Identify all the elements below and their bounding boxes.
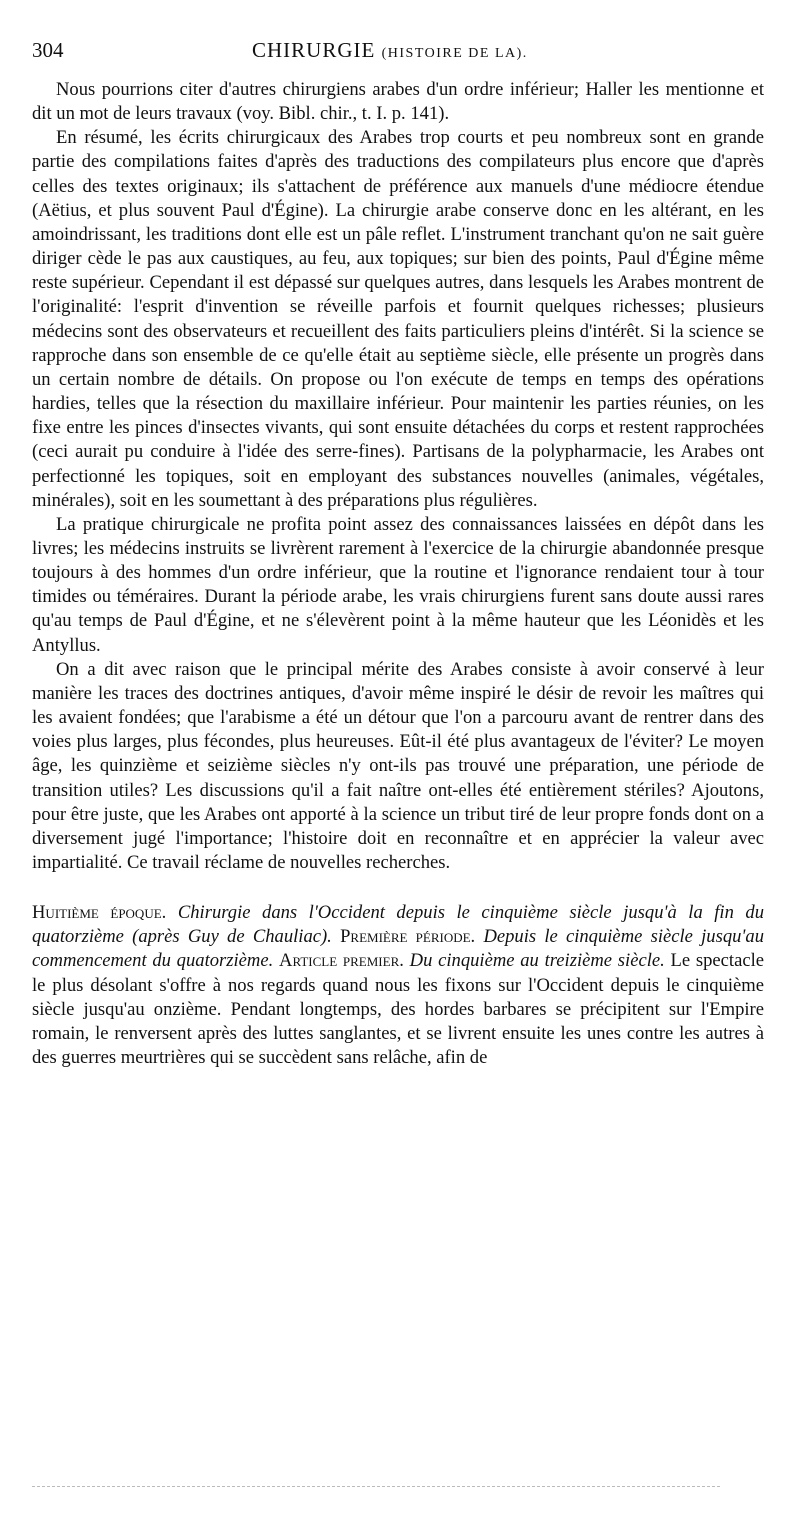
paragraph-4: On a dit avec raison que le principal mérite des Arabes consiste à avoir conservé à leur manière les traces des doctrines antiques, d'avoir même inspiré le désir de revoir les maîtres qui les avaient fondées; que l'arabisme a été un détour que l'on a parcouru avant de rentrer dans des voies plus larges, plus fécondes, plus heureuses. Eût-il été plus avantageux de l'éviter? Le moyen âge, les quinzième et seizième siècles n'y ont-ils pas trouvé une préparation, une période de transition utiles? Les discussions qu'il a fait naître ont-elles été entièrement stériles? Ajoutons, pour être juste, que les Arabes ont apporté à la science un tribut tiré de leur propre fonds dont on a diversement jugé l'importance; l'histoire doit en reconnaître et en apprécier la valeur avec impartialité. Ce travail réclame de nouvelles recherches.	[32, 658, 764, 873]
periode-label: Première période.	[340, 926, 476, 948]
epoque-body: Le spectacle le plus désolant s'offre à nos regards quand nous les fixons sur l'Occident depuis le cinquième siècle jusqu'au onzième. Pendant longtemps, des hordes barbares se précipitent sur l'Empire romain, le renversent après des luttes sanglantes, et se livrent ensuite les unes contre les autres à des guerres meurtrières qui se succèdent sans relâche, afin de	[32, 950, 765, 1069]
periode-title: Depuis le cinquième siècle jusqu'au commencement du quatorzième.	[32, 926, 764, 972]
article-title: Du cinquième au treizième siècle.	[409, 950, 665, 972]
running-title	[252, 38, 528, 63]
paragraph-2: En résumé, les écrits chirurgicaux des Arabes trop courts et peu nombreux sont en grande partie des compilations faites d'après des traductions des compilateurs plus encore que d'après celles des textes originaux; ils s'attachent de préférence aux manuels d'une médiocre étendue (Aëtius, et plus souvent Paul d'Égine). La chirurgie arabe conserve donc en les altérant, en les amoindrissant, les traditions dont elle est un pâle reflet. L'instrument tranchant qu'on ne sait guère diriger cède le pas aux caustiques, au feu, aux topiques; sur bien des points, Paul d'Égine même reste supérieur. Cependant il est dépassé sur quelques autres, dans lesquels les Arabes montrent de l'originalité: l'esprit d'invention se réveille parfois et fournit quelques richesses; plusieurs médecins sont des observateurs et recueillent des faits particuliers pleins d'intérêt. Si la science se rapproche dans son ensemble de ce qu'elle était au septième siècle, elle présente un progrès dans un certain nombre de détails. On propose ou l'on exécute de temps en temps des opérations hardies, telles que la résection du maxillaire inférieur. Pour maintenir les parties réunies, on les fixe entre les pinces d'insectes vivants, qui sont ensuite détachées du corps et restent rapprochées (ceci aurait pu conduire à l'idée des serre-fines). Partisans de la polypharmacie, les Arabes ont perfectionné les topiques, soit en employant des substances nouvelles (animales, végétales, minérales), soit en les soumettant à des préparations plus régulières.	[32, 127, 764, 511]
page-header	[32, 38, 764, 72]
section-gap	[32, 875, 764, 901]
article-label: Article premier.	[279, 950, 404, 972]
epoque-label: Huitième époque.	[32, 902, 167, 924]
running-title-sub: (HISTOIRE DE LA).	[381, 46, 528, 61]
page-number: 304	[32, 38, 64, 62]
epoque-title: Chirurgie dans l'Occident depuis le cinquième siècle jusqu'à la fin du quatorzième (après Guy de Chauliac).	[32, 902, 765, 948]
paragraph-3: La pratique chirurgicale ne profita point assez des connaissances laissées en dépôt dans les livres; les médecins instruits se livrèrent rarement à l'exercice de la chirurgie abandonnée presque toujours à des hommes d'un ordre inférieur, que la routine et l'ignorance rendaient tour à tour timides ou téméraires. Durant la période arabe, les vrais chirurgiens furent sans doute aussi rares qu'au temps de Paul d'Égine, et ne s'élevèrent point à la même hauteur que les Léonidès et les Antyllus.	[32, 513, 764, 656]
running-title-main: CHIRURGIE	[252, 38, 376, 62]
paragraph-1: Nous pourrions citer d'autres chirurgiens arabes d'un ordre inférieur; Haller les mentionne et dit un mot de leurs travaux (voy. Bibl. chir., t. I. p. 141).	[32, 79, 764, 125]
epoque-section	[32, 901, 764, 1070]
footer-rule	[32, 1486, 720, 1487]
